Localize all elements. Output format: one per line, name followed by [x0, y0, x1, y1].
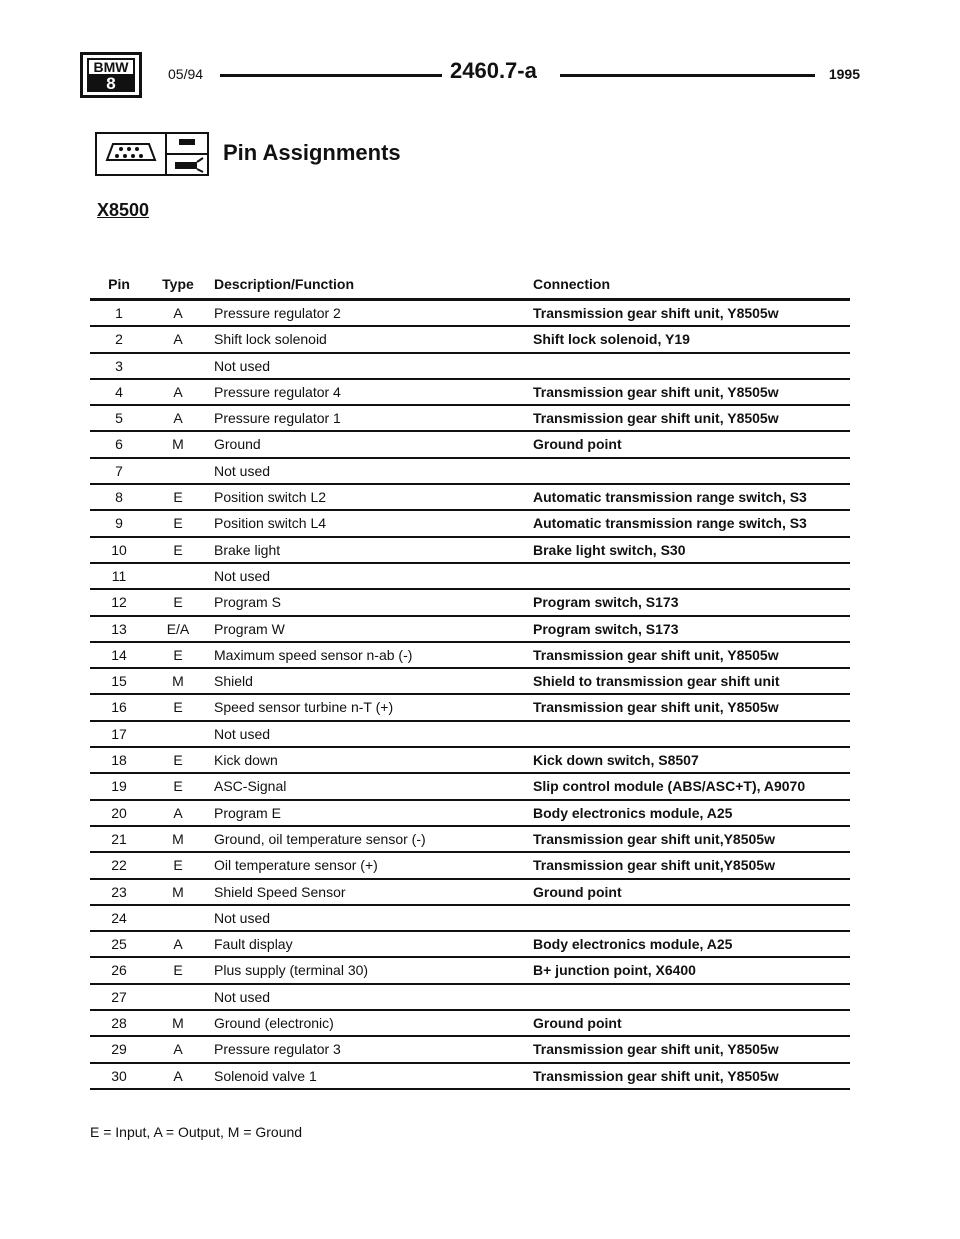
- description-cell: Not used: [214, 988, 271, 1005]
- table-row: [90, 853, 850, 879]
- table-row: [90, 695, 850, 721]
- header-rule-left: [220, 74, 442, 77]
- pin-cell: 26: [111, 962, 127, 979]
- type-cell: A: [173, 331, 183, 348]
- connection-cell: Brake light switch, S30: [533, 541, 686, 558]
- table-row: [90, 932, 850, 958]
- type-cell: E/A: [166, 620, 190, 637]
- pin-cell: 11: [111, 567, 127, 584]
- table-row: [90, 564, 850, 590]
- header-rule-right: [560, 74, 815, 77]
- table-row: [90, 643, 850, 669]
- connection-cell: Transmission gear shift unit, Y8505w: [533, 699, 779, 716]
- description-cell: Solenoid valve 1: [214, 1067, 317, 1084]
- pin-cell: 22: [111, 857, 127, 874]
- pin-cell: 5: [115, 410, 123, 427]
- description-cell: Shield Speed Sensor: [214, 883, 346, 900]
- connection-cell: Kick down switch, S8507: [533, 752, 699, 769]
- pin-assignment-icon: [165, 132, 209, 176]
- type-cell: M: [172, 436, 184, 453]
- type-cell: M: [172, 883, 184, 900]
- table-row: [90, 880, 850, 906]
- description-cell: Not used: [214, 567, 271, 584]
- table-row: [90, 301, 850, 327]
- table-row: [90, 590, 850, 616]
- type-legend: E = Input, A = Output, M = Ground: [90, 1124, 303, 1140]
- description-cell: Maximum speed sensor n-ab (-): [214, 646, 413, 663]
- description-cell: Pressure regulator 1: [214, 410, 341, 427]
- pin-cell: 13: [111, 620, 127, 637]
- pin-cell: 19: [111, 778, 127, 795]
- type-cell: A: [173, 936, 183, 953]
- logo-bottom-text: 8: [87, 75, 135, 92]
- connection-cell: Shift lock solenoid, Y19: [533, 331, 690, 348]
- description-cell: Plus supply (terminal 30): [214, 962, 369, 979]
- table-row: [90, 432, 850, 458]
- table-body: [90, 301, 850, 1090]
- table-header: [90, 272, 850, 301]
- connection-cell: B+ junction point, X6400: [533, 962, 696, 979]
- table-row: [90, 1011, 850, 1037]
- pin-cell: 2: [115, 331, 123, 348]
- type-cell: E: [173, 857, 183, 874]
- description-cell: Ground: [214, 436, 261, 453]
- pin-cell: 14: [111, 646, 127, 663]
- pin-cell: 23: [111, 883, 127, 900]
- connection-cell: Automatic transmission range switch, S3: [533, 515, 807, 532]
- type-cell: E: [173, 489, 183, 506]
- pin-cell: 8: [115, 489, 123, 506]
- type-cell: A: [173, 410, 183, 427]
- connection-cell: Slip control module (ABS/ASC+T), A9070: [533, 778, 806, 795]
- connection-cell: Transmission gear shift unit,Y8505w: [533, 830, 775, 847]
- type-cell: E: [173, 646, 183, 663]
- pin-cell: 15: [111, 673, 127, 690]
- description-cell: ASC-Signal: [214, 778, 287, 795]
- pin-cell: 17: [111, 725, 127, 742]
- header-pin: Pin: [108, 276, 130, 292]
- connection-cell: Transmission gear shift unit, Y8505w: [533, 410, 779, 427]
- connection-cell: Transmission gear shift unit, Y8505w: [533, 1041, 779, 1058]
- header-year: 1995: [828, 66, 860, 82]
- connection-cell: Ground point: [533, 883, 622, 900]
- type-cell: E: [173, 752, 183, 769]
- connector-id: X8500: [97, 200, 150, 220]
- type-cell: M: [172, 673, 184, 690]
- type-cell: A: [173, 305, 183, 321]
- pin-cell: 30: [111, 1067, 127, 1084]
- description-cell: Program E: [214, 804, 281, 821]
- description-cell: Ground, oil temperature sensor (-): [214, 830, 426, 847]
- pin-cell: 10: [111, 541, 127, 558]
- type-cell: E: [173, 699, 183, 716]
- pin-cell: 25: [111, 936, 127, 953]
- table-row: [90, 827, 850, 853]
- description-cell: Position switch L2: [214, 489, 327, 506]
- description-cell: Speed sensor turbine n-T (+): [214, 699, 394, 716]
- connection-cell: Program switch, S173: [533, 620, 679, 637]
- description-cell: Shield: [214, 673, 253, 690]
- description-cell: Kick down: [214, 752, 278, 769]
- description-cell: Shift lock solenoid: [214, 331, 327, 348]
- table-row: [90, 1037, 850, 1063]
- document-code: 2460.7-a: [450, 58, 537, 83]
- connection-cell: Transmission gear shift unit, Y8505w: [533, 305, 779, 321]
- description-cell: Program W: [214, 620, 285, 637]
- pin-cell: 7: [115, 462, 123, 479]
- header-type: Type: [162, 276, 194, 292]
- type-cell: M: [172, 1015, 184, 1032]
- connection-cell: Body electronics module, A25: [533, 804, 733, 821]
- description-cell: Program S: [214, 594, 281, 611]
- connection-cell: Transmission gear shift unit,Y8505w: [533, 857, 775, 874]
- connection-cell: Transmission gear shift unit, Y8505w: [533, 383, 779, 400]
- description-cell: Fault display: [214, 936, 293, 953]
- connection-cell: Program switch, S173: [533, 594, 679, 611]
- description-cell: Ground (electronic): [214, 1015, 334, 1032]
- table-row: [90, 511, 850, 537]
- type-cell: E: [173, 962, 183, 979]
- connection-cell: Body electronics module, A25: [533, 936, 733, 953]
- description-cell: Pressure regulator 3: [214, 1041, 341, 1058]
- description-cell: Not used: [214, 909, 271, 926]
- table-row: [90, 669, 850, 695]
- type-cell: A: [173, 1067, 183, 1084]
- table-row: [90, 774, 850, 800]
- connection-cell: Shield to transmission gear shift unit: [533, 673, 780, 690]
- type-cell: M: [172, 830, 184, 847]
- table-row: [90, 906, 850, 932]
- header-date: 05/94: [168, 66, 204, 82]
- description-cell: Pressure regulator 2: [214, 305, 341, 321]
- section-title: Pin Assignments: [223, 140, 401, 165]
- pin-cell: 27: [111, 988, 127, 1005]
- pin-cell: 29: [111, 1041, 127, 1058]
- description-cell: Oil temperature sensor (+): [214, 857, 378, 874]
- header-connection: Connection: [533, 276, 610, 292]
- type-cell: A: [173, 1041, 183, 1058]
- page-header: [80, 52, 860, 100]
- pin-cell: 4: [115, 383, 123, 400]
- table-row: [90, 485, 850, 511]
- description-cell: Position switch L4: [214, 515, 327, 532]
- table-row: [90, 406, 850, 432]
- type-cell: E: [173, 778, 183, 795]
- pin-cell: 18: [111, 752, 127, 769]
- description-cell: Not used: [214, 357, 271, 374]
- connection-cell: Automatic transmission range switch, S3: [533, 489, 807, 506]
- pin-cell: 9: [115, 515, 123, 532]
- description-cell: Pressure regulator 4: [214, 383, 341, 400]
- table-row: [90, 958, 850, 984]
- table-row: [90, 354, 850, 380]
- pin-cell: 1: [115, 305, 123, 321]
- table-row: [90, 1064, 850, 1090]
- table-row: [90, 748, 850, 774]
- pin-cell: 24: [111, 909, 127, 926]
- table-row: [90, 617, 850, 643]
- pin-cell: 20: [111, 804, 127, 821]
- table-row: [90, 327, 850, 353]
- description-cell: Not used: [214, 725, 271, 742]
- table-row: [90, 985, 850, 1011]
- table-row: [90, 538, 850, 564]
- table-row: [90, 380, 850, 406]
- pin-cell: 21: [111, 830, 127, 847]
- header-description: Description/Function: [214, 276, 354, 292]
- connection-cell: Transmission gear shift unit, Y8505w: [533, 646, 779, 663]
- table-row: [90, 722, 850, 748]
- pin-assignment-table: [90, 272, 850, 1090]
- type-cell: E: [173, 594, 183, 611]
- type-cell: E: [173, 541, 183, 558]
- connector-icon: [95, 132, 167, 176]
- pin-cell: 12: [111, 594, 127, 611]
- type-cell: E: [173, 515, 183, 532]
- logo-top-text: BMW: [87, 58, 135, 76]
- pin-cell: 6: [115, 436, 123, 453]
- connection-cell: Ground point: [533, 436, 622, 453]
- description-cell: Not used: [214, 462, 271, 479]
- bmw-8-logo: [80, 52, 142, 98]
- connection-cell: Transmission gear shift unit, Y8505w: [533, 1067, 779, 1084]
- pin-cell: 16: [111, 699, 127, 716]
- pin-cell: 28: [111, 1015, 127, 1032]
- table-row: [90, 801, 850, 827]
- pin-cell: 3: [115, 357, 123, 374]
- table-row: [90, 459, 850, 485]
- type-cell: A: [173, 383, 183, 400]
- connection-cell: Ground point: [533, 1015, 622, 1032]
- description-cell: Brake light: [214, 541, 281, 558]
- type-cell: A: [173, 804, 183, 821]
